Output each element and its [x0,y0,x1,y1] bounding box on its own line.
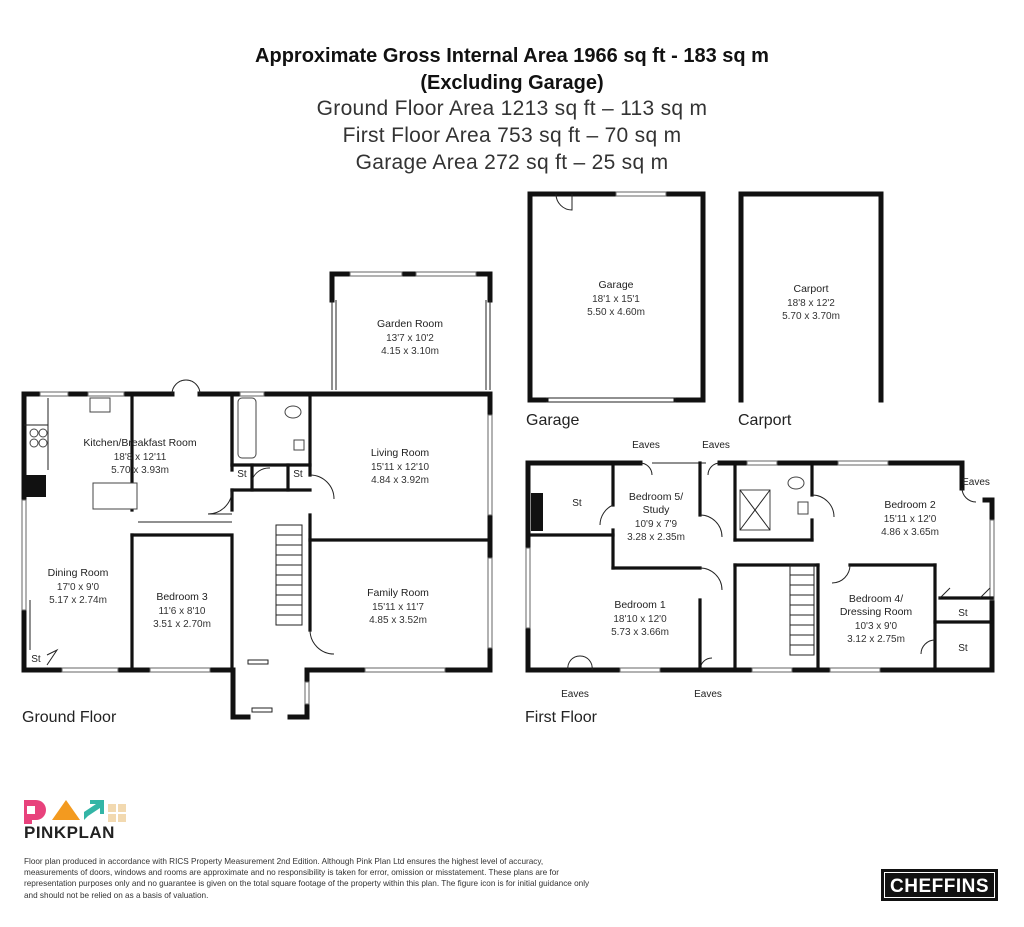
eaves-3: Eaves [962,477,990,488]
kitchen-imperial: 18'8 x 12'11 [113,452,167,463]
garden-room-imperial: 13'7 x 10'2 [386,333,434,344]
bedroom4-name2: Dressing Room [839,606,913,618]
garden-room-name: Garden Room [377,318,443,330]
ground-st-3: St [31,654,41,665]
garden-room-metric: 4.15 x 3.10m [381,346,439,357]
carport-plan [738,194,881,429]
first-st-3: St [958,643,968,654]
area-title: Approximate Gross Internal Area 1966 sq ft - 183 sq m [255,45,769,67]
family-name: Family Room [367,587,429,599]
ground-floor-area: Ground Floor Area 1213 sq ft – 113 sq m [316,97,708,120]
bedroom5-name: Bedroom 5/ [628,491,684,503]
dining-imperial: 17'0 x 9'0 [56,582,100,593]
bedroom1-name: Bedroom 1 [614,599,666,611]
carport-name: Carport [793,283,829,295]
bedroom1-metric: 5.73 x 3.66m [611,627,669,638]
carport-imperial: 18'8 x 12'2 [787,298,835,309]
garage-label: Garage [526,412,580,429]
bedroom3-name: Bedroom 3 [156,591,208,603]
bedroom1-imperial: 18'10 x 12'0 [613,614,667,625]
first-floor-plan [525,440,994,726]
living-imperial: 15'11 x 12'10 [370,462,430,473]
eaves-2: Eaves [702,440,730,451]
bedroom5-metric: 3.28 x 2.35m [627,532,685,543]
bedroom3-imperial: 11'6 x 8'10 [158,606,206,617]
bedroom3-metric: 3.51 x 2.70m [153,619,211,630]
ground-st-1: St [237,469,247,480]
first-floor-area: First Floor Area 753 sq ft – 70 sq m [342,124,682,147]
disclaimer-text: Floor plan produced in accordance with RICS Property Measurement 2nd Edition. Although Pink Plan Ltd ensures the highest level of accuracy, measurements of doors, windows and rooms are approximate and no responsibility is taken for error, omission or misstatement. These plans are for representation purposes only and no guarantee is given on the total square footage of the property within this plan. The figure icon is for initial guidance only and should not be relied on as a basis of valuation. [24,857,590,900]
eaves-5: Eaves [694,689,722,700]
dining-name: Dining Room [47,567,109,579]
bedroom5-name2: Study [642,504,670,516]
bedroom4-imperial: 10'3 x 9'0 [854,621,898,632]
family-metric: 4.85 x 3.52m [369,615,427,626]
kitchen-name: Kitchen/Breakfast Room [83,437,197,449]
cheffins-logo: CHEFFINS [881,869,998,901]
pinkplan-logo-text: PINKPLAN [24,823,115,842]
bedroom2-metric: 4.86 x 3.65m [881,527,939,538]
bedroom4-metric: 3.12 x 2.75m [847,634,905,645]
bedroom5-imperial: 10'9 x 7'9 [634,519,678,530]
first-st-2: St [958,608,968,619]
eaves-1: Eaves [632,440,660,451]
living-metric: 4.84 x 3.92m [371,475,429,486]
ground-floor-plan [22,272,492,726]
dining-metric: 5.17 x 2.74m [49,595,107,606]
kitchen-metric: 5.70 x 3.93m [111,465,169,476]
bedroom4-name: Bedroom 4/ [848,593,904,605]
ground-st-2: St [293,469,303,480]
first-floor-label: First Floor [525,709,597,726]
garage-plan [526,192,703,429]
garage-name: Garage [598,279,634,291]
eaves-4: Eaves [561,689,589,700]
bedroom2-name: Bedroom 2 [884,499,936,511]
carport-metric: 5.70 x 3.70m [782,311,840,322]
garden-room [332,272,490,395]
first-st-1: St [572,498,582,509]
area-subtitle: (Excluding Garage) [420,72,604,94]
garage-metric: 5.50 x 4.60m [587,307,645,318]
family-imperial: 15'11 x 11'7 [372,602,424,613]
carport-label: Carport [738,412,792,429]
ground-floor-label: Ground Floor [22,709,117,726]
garage-area: Garage Area 272 sq ft – 25 sq m [355,151,669,174]
bedroom2-imperial: 15'11 x 12'0 [883,514,937,525]
living-name: Living Room [370,447,430,459]
garage-imperial: 18'1 x 15'1 [592,294,640,305]
